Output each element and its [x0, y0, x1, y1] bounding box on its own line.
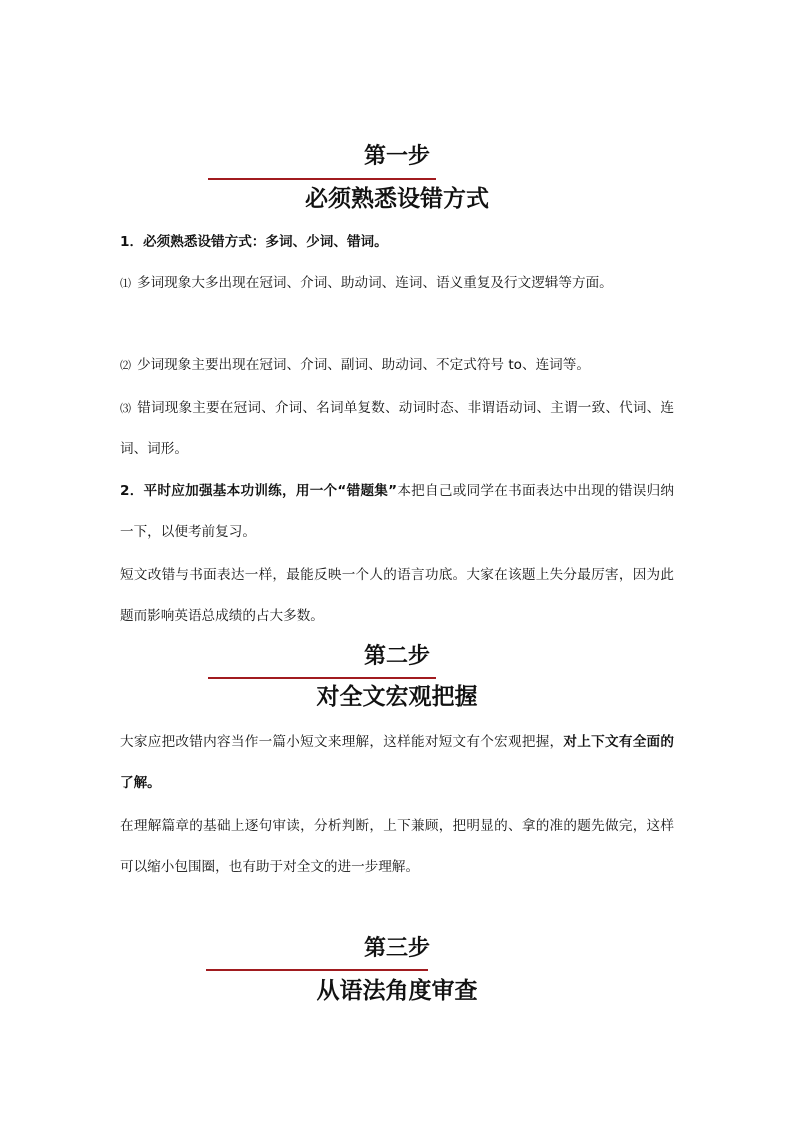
section2-title: 第二步	[363, 643, 430, 669]
item-text: 多词现象大多出现在冠词、介词、助动词、连词、语义重复及行文逻辑等方面。	[137, 275, 613, 291]
section2-paragraph2: 在理解篇章的基础上逐句审读，分析判断，上下兼顾，把明显的、拿的准的题先做完，这样可以缩小包围圈，也有助于对全文的进一步理解。	[120, 818, 674, 875]
section2-paragraph1	[120, 722, 674, 804]
item-number: ⑵	[120, 359, 131, 372]
paragraph-bold-text: 对上下文有全面的了解。	[120, 734, 675, 791]
section1-title: 第一步	[363, 143, 430, 169]
item-number: ⑶	[120, 402, 132, 415]
item-text: 少词现象主要出现在冠词、介词、副词、助动词、不定式符号 to、连词等。	[137, 357, 590, 373]
item-text: 错词现象主要在冠词、介词、名词单复数、动词时态、非谓语动词、主谓一致、代词、连词、词形。	[120, 400, 675, 457]
point2-bold-text: 2．平时应加强基本功训练，用一个“错题集”	[120, 483, 398, 499]
point2-text: 本把自己或同学在书面表达中出现的错误归纳一下，以便考前复习。	[120, 483, 675, 540]
paragraph-text: 大家应把改错内容当作一篇小短文来理解，这样能对短文有个宏观把握，	[120, 734, 564, 750]
section1-point2	[120, 471, 674, 553]
section1-point1-item3	[120, 388, 674, 470]
section1-divider	[208, 178, 436, 180]
section1-heading: 必须熟悉设错方式	[305, 185, 489, 212]
section1-point1: 1．必须熟悉设错方式：多词、少词、错词。	[120, 234, 388, 250]
section2-heading: 对全文宏观把握	[316, 683, 478, 710]
section1-point1-item1	[120, 263, 674, 304]
section3-heading: 从语法角度审查	[316, 977, 478, 1004]
section2-divider	[208, 677, 436, 679]
section1-point1-item2	[120, 345, 674, 386]
section1-paragraph: 短文改错与书面表达一样，最能反映一个人的语言功底。大家在该题上失分最厉害，因为此题而影响英语总成绩的占大多数。	[120, 567, 674, 624]
section3-divider	[206, 969, 428, 971]
item-number: ⑴	[120, 277, 131, 290]
section3-title: 第三步	[363, 935, 430, 961]
